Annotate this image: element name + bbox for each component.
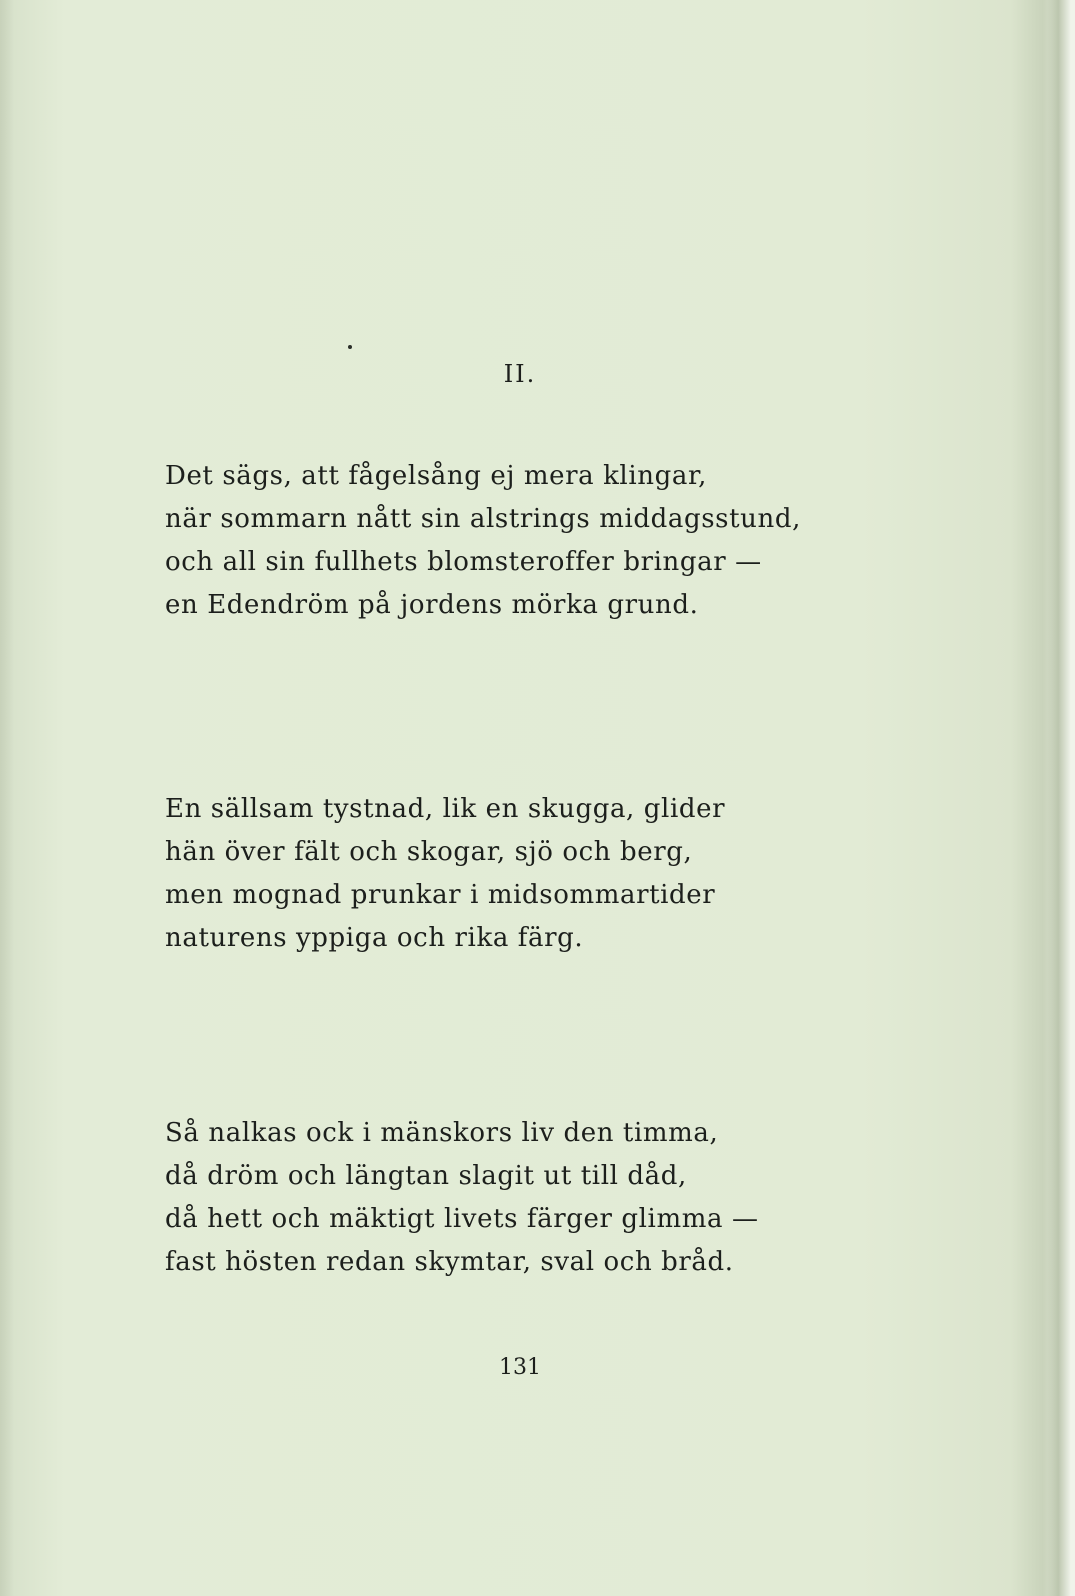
verse-line: då dröm och längtan slagit ut till dåd, bbox=[165, 1161, 687, 1191]
stanza-3 bbox=[165, 1112, 925, 1284]
verse-line: hän över fält och skogar, sjö och berg, bbox=[165, 837, 693, 867]
verse-line: En sällsam tystnad, lik en skugga, glider bbox=[165, 794, 726, 824]
verse-line: då hett och mäktigt livets färger glimma — bbox=[165, 1204, 759, 1234]
page-right-edge-shadow bbox=[1047, 0, 1075, 1596]
verse-line: Det sägs, att fågelsång ej mera klingar, bbox=[165, 461, 707, 491]
section-number: II. bbox=[503, 360, 537, 388]
verse-line: och all sin fullhets blomsteroffer bringar — bbox=[165, 547, 762, 577]
verse-line: naturens yppiga och rika färg. bbox=[165, 923, 584, 953]
verse-line: Så nalkas ock i mänskors liv den timma, bbox=[165, 1118, 719, 1148]
verse-line: men mognad prunkar i midsommartider bbox=[165, 880, 716, 910]
verse-line: fast hösten redan skymtar, sval och bråd. bbox=[165, 1247, 734, 1277]
print-speck bbox=[348, 345, 352, 349]
verse-line: när sommarn nått sin alstrings middagsstund, bbox=[165, 504, 801, 534]
stanza-2 bbox=[165, 788, 925, 960]
page-number: 131 bbox=[499, 1355, 541, 1380]
stanza-1 bbox=[165, 455, 925, 627]
verse-line: en Edendröm på jordens mörka grund. bbox=[165, 590, 699, 620]
